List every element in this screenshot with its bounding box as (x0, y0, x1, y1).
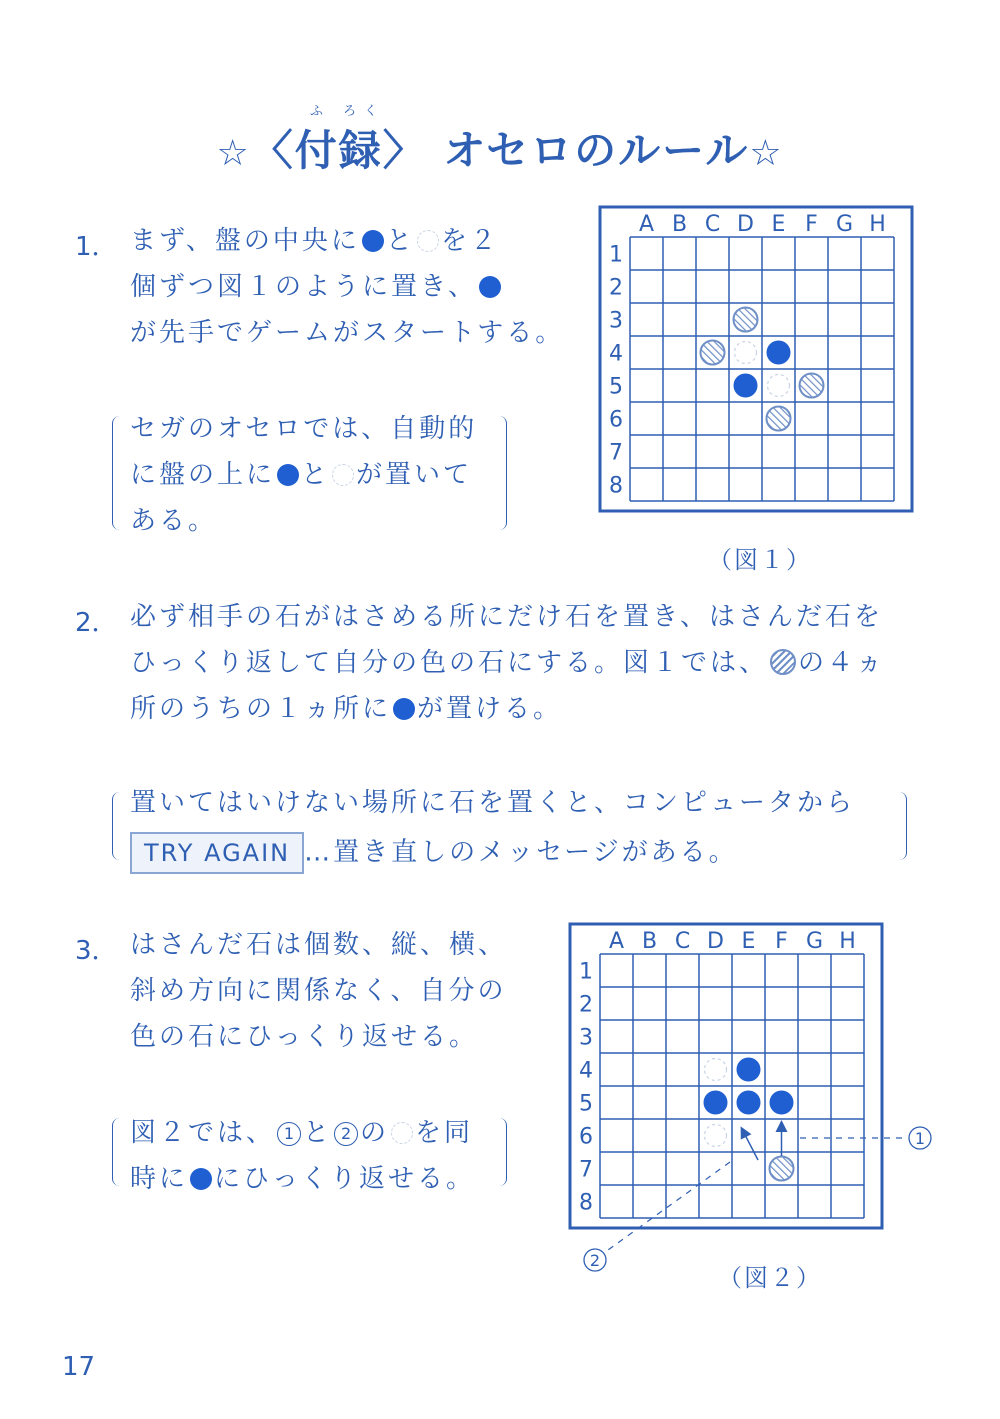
text: と (385, 226, 415, 256)
row-label: 4 (609, 341, 623, 367)
star-icon: ☆ (749, 133, 784, 174)
title-furigana: ふ ろく (310, 104, 386, 119)
white-stone (735, 342, 757, 364)
black-stone (734, 374, 758, 398)
section3-line2: 斜め方向に関係なく、自分の (130, 976, 507, 1006)
column-label: A (608, 929, 625, 954)
black-stone-icon (277, 464, 299, 486)
note2-line1: 置いてはいけない場所に石を置くと、コンピュータから (130, 788, 856, 818)
row-label: 8 (609, 473, 623, 499)
try-again-message-box: TRY AGAIN (130, 832, 304, 874)
white-stone (768, 375, 790, 397)
note1-line3: ある。 (130, 506, 218, 536)
note1-line2 (130, 458, 472, 492)
text: を２ (440, 226, 499, 256)
row-label: 7 (609, 440, 623, 466)
row-label: 6 (579, 1124, 593, 1150)
black-stone-icon (393, 698, 415, 720)
row-label: 7 (579, 1157, 593, 1183)
text: が置いて (356, 460, 473, 490)
circled-number-2: 2 (334, 1122, 358, 1146)
note2-line2 (130, 832, 738, 874)
section2-line1: 必ず相手の石がはさめる所にだけ石を置き、はさんだ石を (130, 602, 883, 632)
figure1-caption: （図１） (708, 546, 812, 574)
black-stone-icon (362, 230, 384, 252)
section1-line1 (130, 224, 499, 258)
column-label: C (704, 212, 721, 237)
row-label: 6 (609, 407, 623, 433)
text: 所のうちの１ヵ所に (130, 694, 392, 724)
column-label: B (641, 929, 658, 954)
circled-number-1: 1 (277, 1122, 301, 1146)
text: と (303, 1118, 333, 1148)
column-label: G (835, 212, 854, 237)
text: ひっくり返して自分の色の石にする。図１では、 (130, 648, 769, 678)
column-label: D (707, 929, 724, 954)
note3-line1 (130, 1116, 473, 1150)
text: …置き直しのメッセージがある。 (304, 837, 738, 868)
row-label: 3 (609, 308, 623, 334)
row-label: 5 (579, 1091, 593, 1117)
text: 時に (130, 1164, 189, 1194)
column-label: D (737, 212, 754, 237)
black-stone-icon (190, 1168, 212, 1190)
note1-line1: セガのオセロでは、自動的 (130, 414, 478, 444)
section3-line3: 色の石にひっくり返せる。 (130, 1022, 479, 1052)
svg-text:2: 2 (589, 1251, 601, 1270)
text: の (360, 1118, 390, 1148)
star-icon: ☆ (216, 133, 251, 174)
black-stone-icon (479, 276, 501, 298)
white-stone-icon (332, 464, 354, 486)
hatched-stone-icon (770, 649, 796, 675)
black-stone (737, 1058, 761, 1082)
right-bracket (492, 1118, 507, 1186)
title-text: 〈付録〉 オセロのルール (250, 126, 750, 175)
text: と (301, 460, 331, 490)
section-number: 2． (75, 608, 118, 638)
white-stone-icon (391, 1122, 413, 1144)
section2-line2 (130, 646, 885, 680)
black-stone (767, 341, 791, 365)
row-label: 1 (609, 242, 623, 268)
right-bracket (892, 792, 907, 860)
section-number: 1． (75, 232, 118, 262)
section1-line3: が先手でゲームがスタートする。 (130, 318, 565, 348)
text: にひっくり返せる。 (214, 1164, 476, 1194)
column-label: B (671, 212, 688, 237)
hatched-stone (734, 308, 758, 332)
row-label: 3 (579, 1025, 593, 1051)
text: を同 (415, 1118, 474, 1148)
row-label: 1 (579, 959, 593, 985)
row-label: 5 (609, 374, 623, 400)
left-bracket (112, 1118, 127, 1186)
page-number: 17 (62, 1352, 96, 1382)
text: の４ヵ (798, 648, 886, 678)
row-label: 8 (579, 1190, 593, 1216)
right-bracket (492, 416, 507, 530)
marker-2 (584, 1162, 730, 1271)
hatched-stone (767, 407, 791, 431)
marker-1 (800, 1127, 931, 1149)
column-label: C (674, 929, 691, 954)
column-label: F (805, 212, 818, 237)
hatched-stone (701, 341, 725, 365)
row-label: 4 (579, 1058, 593, 1084)
white-stone-icon (417, 230, 439, 252)
figure2-caption: （図２） (718, 1264, 822, 1292)
column-label: F (775, 929, 788, 954)
section-number: 3． (75, 936, 118, 966)
svg-text:1: 1 (914, 1129, 926, 1148)
left-bracket (112, 416, 127, 530)
text: まず、盤の中央に (130, 226, 360, 256)
othello-board-figure-1 (598, 205, 914, 515)
text: が置ける。 (417, 694, 563, 724)
left-bracket (112, 792, 127, 860)
row-label: 2 (579, 992, 593, 1018)
column-label: E (741, 929, 756, 954)
note3-line2 (130, 1162, 475, 1196)
section2-line3 (130, 692, 562, 726)
section1-line2 (130, 270, 503, 304)
text: に盤の上に (130, 460, 276, 490)
page-title (0, 104, 1000, 178)
column-label: H (839, 929, 856, 954)
hatched-stone (800, 374, 824, 398)
column-label: E (771, 212, 786, 237)
board-frame (600, 207, 912, 511)
section3-line1: はさんだ石は個数、縦、横、 (130, 930, 508, 960)
white-stone (705, 1059, 727, 1081)
column-label: A (638, 212, 655, 237)
column-label: G (805, 929, 824, 954)
text: 個ずつ図１のように置き、 (130, 272, 477, 302)
text: 図２では、 (130, 1118, 276, 1148)
row-label: 2 (609, 275, 623, 301)
column-label: H (869, 212, 886, 237)
